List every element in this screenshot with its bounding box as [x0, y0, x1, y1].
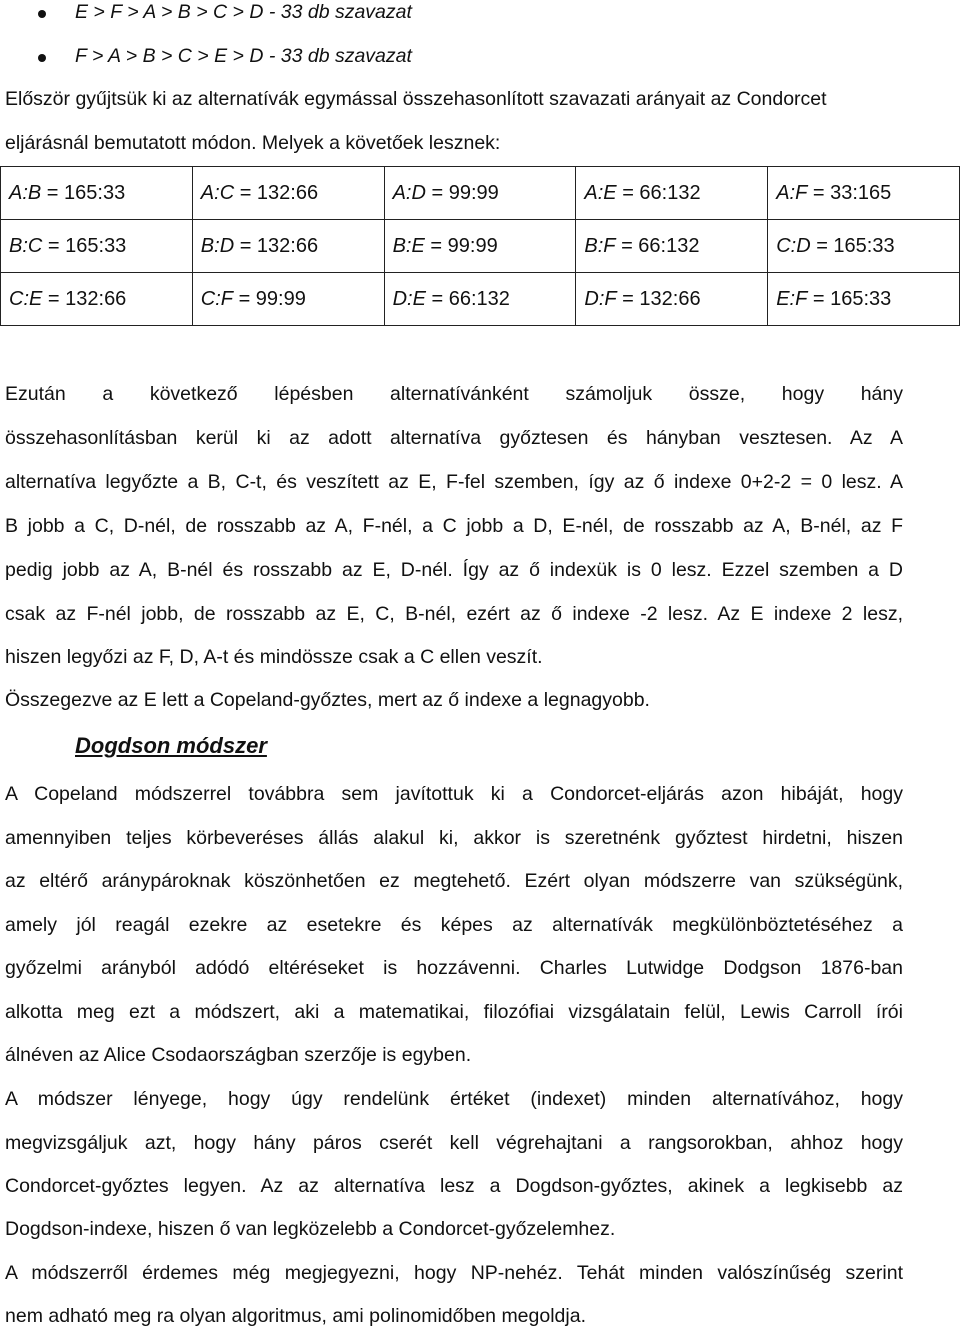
- bullet-icon: [38, 54, 46, 62]
- table-cell: A:C = 132:66: [192, 167, 384, 220]
- table-cell: A:B = 165:33: [1, 167, 193, 220]
- paragraph-line: A módszerről érdemes még megjegyezni, hogy NP-nehéz. Tehát minden valószínűség szerint: [5, 1262, 903, 1284]
- table-cell: C:E = 132:66: [1, 273, 193, 326]
- paragraph-line: Dogdson-indexe, hiszen ő van legközelebb a Condorcet-győzelemhez.: [5, 1218, 616, 1240]
- list-item: [0, 1, 900, 27]
- paragraph-line: nem adható meg ra olyan algoritmus, ami polinomidőben megoldja.: [5, 1305, 586, 1327]
- paragraph-line: alkotta meg ezt a módszert, aki a matematikai, filozófiai vizsgálatain felül, Lewis Carroll írói: [5, 1001, 903, 1023]
- paragraph-line: csak az F-nél jobb, de rosszabb az E, C, B-nél, ezért az ő indexe -2 lesz. Az E indexe 2 lesz,: [5, 603, 903, 625]
- section-heading: Dogdson módszer: [75, 733, 267, 758]
- table-cell: C:F = 99:99: [192, 273, 384, 326]
- table-cell: B:D = 132:66: [192, 220, 384, 273]
- paragraph-line: A módszer lényege, hogy úgy rendelünk értéket (indexet) minden alternatívához, hogy: [5, 1088, 903, 1110]
- paragraph-line: álnéven az Alice Csodaországban szerzője is egyben.: [5, 1044, 472, 1066]
- paragraph-line: alternatíva legyőzte a B, C-t, és veszített az E, F-fel szemben, így az ő indexe 0+2-2 = 0 lesz. A: [5, 471, 903, 493]
- table-cell: D:E = 66:132: [384, 273, 576, 326]
- ranking-text: F > A > B > C > E > D - 33 db szavazat: [75, 45, 412, 67]
- list-item: [0, 45, 900, 71]
- table-cell: B:E = 99:99: [384, 220, 576, 273]
- copeland-summary: Összegezve az E lett a Copeland-győztes, mert az ő indexe a legnagyobb.: [5, 689, 650, 711]
- table-cell: B:C = 165:33: [1, 220, 193, 273]
- table-cell: A:D = 99:99: [384, 167, 576, 220]
- bullet-icon: [38, 10, 46, 18]
- paragraph-line: amely jól reagál ezekre az esetekre és képes az alternatívák megkülönböztetéséhez a: [5, 914, 903, 936]
- table-row: [1, 273, 960, 326]
- table-row: [1, 220, 960, 273]
- intro-line: Először gyűjtsük ki az alternatívák egymással összehasonlított szavazati arányait az Condorcet: [5, 88, 827, 110]
- table-cell: D:F = 132:66: [576, 273, 768, 326]
- paragraph-line: Ezután a következő lépésben alternatívánként számoljuk össze, hogy hány: [5, 383, 903, 405]
- paragraph-line: Condorcet-győztes legyen. Az az alternatíva lesz a Dogdson-győztes, akinek a legkisebb az: [5, 1175, 903, 1197]
- ranking-text: E > F > A > B > C > D - 33 db szavazat: [75, 1, 412, 23]
- paragraph-line: amennyiben teljes körbeveréses állás alakul ki, akkor is szeretnénk győztest hirdetni, hiszen: [5, 827, 903, 849]
- paragraph-line: A Copeland módszerrel továbbra sem javítottuk ki a Condorcet-eljárás azon hibáját, hogy: [5, 783, 903, 805]
- paragraph-line: B jobb a C, D-nél, de rosszabb az A, F-nél, a C jobb a D, E-nél, de rosszabb az A, B-nél, az F: [5, 515, 903, 537]
- table-cell: B:F = 66:132: [576, 220, 768, 273]
- paragraph-line: megvizsgáljuk azt, hogy hány páros cserét kell végrehajtani a rangsorokban, ahhoz hogy: [5, 1132, 903, 1154]
- table-cell: C:D = 165:33: [768, 220, 960, 273]
- paragraph-line: összehasonlításban kerül ki az adott alternatíva győztesen és hányban vesztesen. Az A: [5, 427, 903, 449]
- intro-line: eljárásnál bemutatott módon. Melyek a követőek lesznek:: [5, 132, 501, 154]
- paragraph-line: pedig jobb az A, B-nél és rosszabb az E, D-nél. Így az ő indexük is 0 lesz. Ezzel szemben a D: [5, 559, 903, 581]
- paragraph-line: hiszen legyőzi az F, D, A-t és mindössze csak a C ellen veszít.: [5, 646, 543, 668]
- table-cell: A:E = 66:132: [576, 167, 768, 220]
- pairwise-ratio-table: [0, 166, 960, 326]
- table-cell: E:F = 165:33: [768, 273, 960, 326]
- table-row: [1, 167, 960, 220]
- table-cell: A:F = 33:165: [768, 167, 960, 220]
- paragraph-line: győzelmi arányból adódó eltéréseket is hozzávenni. Charles Lutwidge Dodgson 1876-ban: [5, 957, 903, 979]
- paragraph-line: az eltérő aránypároknak köszönhetően ez megtehető. Ezért olyan módszerre van szükségünk,: [5, 870, 903, 892]
